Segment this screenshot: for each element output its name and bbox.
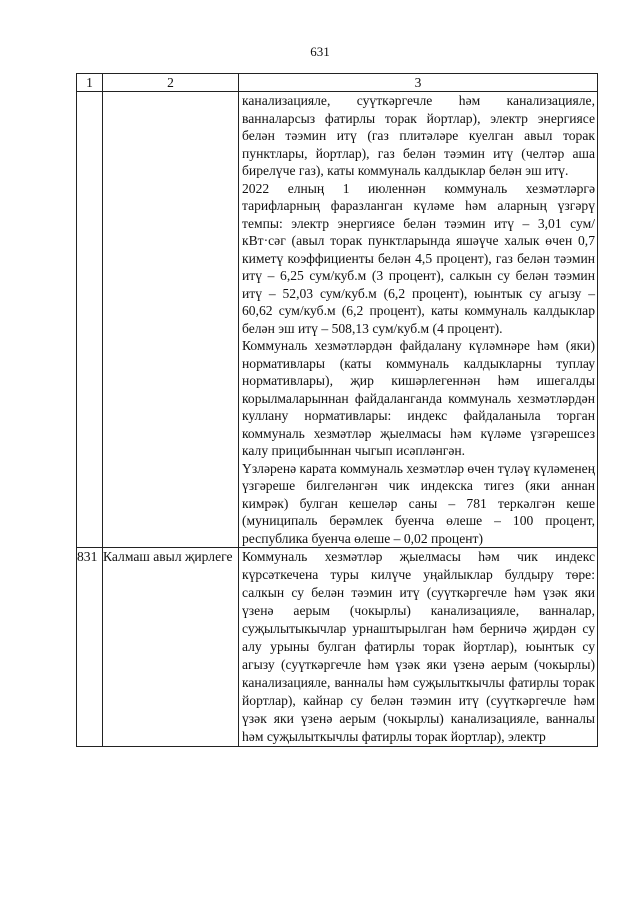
description-paragraph: канализацияле, суүткәргечле һәм канализацияле, ванналарсыз фатирлы торак йортлар), электр энергиясе белән тәэмин итү (газ плитәләре куелган авыл торак пунктлары, йортлар), газ белән тәэмин итү (челтәр аша бирелүче газ), каты коммуналь калдыклар белән эш итү. <box>242 93 595 178</box>
settlement-name: Калмаш авыл җирлеге <box>103 548 239 747</box>
description-paragraph: 2022 елның 1 июленнән коммуналь хезмәтләргә тарифларның фаразланган күләме һәм аларның үзгәрү темпы: электр энергиясе белән тәэмин итү – 3,01 сум/кВт·сәг (авыл торак пунктларында яшәүче халык өчен 0,7 киметү коэффициенты белән 4,5 процент), газ белән тәэмин итү – 6,25 сум/куб.м (3 процент), салкын су белән тәэмин итү – 52,03 сум/куб.м (6,2 процент), юынтык су агызу – 60,62 сум/куб.м (6,2 процент), каты коммуналь калдыклар белән эш итү – 508,13 сум/куб.м (4 процент). <box>242 180 595 336</box>
description-cell <box>239 548 598 747</box>
description-paragraph: Үзләренә карата коммуналь хезмәтләр өчен түләү күләменең үзгәреше билгеләнгән чик индекска тигез (яки аннан кимрәк) булган кешеләр саны – 781 теркәлгән кеше (муниципаль берәмлек буенча өлеше – 100 процент, республика буенча өлеше – 0,02 процент) <box>242 460 595 546</box>
document-table <box>76 73 598 747</box>
row-number: 831 <box>77 548 103 747</box>
page-number: 631 <box>310 44 330 59</box>
header-col-3: 3 <box>239 74 598 92</box>
table-row <box>77 548 598 747</box>
table-header-row <box>77 74 598 92</box>
description-cell <box>239 92 598 548</box>
header-col-1: 1 <box>77 74 103 92</box>
header-col-2: 2 <box>103 74 239 92</box>
description-paragraph: Коммуналь хезмәтләрдән файдалану күләмнәре һәм (яки) нормативлары (каты коммуналь калдыкларны туплау нормативлары), җир кишәрлегеннән һәм ишегалды корылмаларыннан файдаланганда коммуналь хезмәтләрдән куллану нормативлары: индекс файдаланыла торган коммуналь хезмәтләр җыелмасы һәм күләме үзгәрешсез калу прицибыннан чыгып исәпләнгән. <box>242 338 595 458</box>
description-paragraph: Коммуналь хезмәтләр җыелмасы һәм чик индекс күрсәткечена туры килүче уңайлыклар булдыру төре: салкын су белән тәэмин итү (суүткәргечле һәм үзәк яки үзенә аерым (чокырлы) канализацияле, ванналар, суҗылытыкычлар урнаштырылган һәм берничә җирдән су алу урыны булган фатирлы торак йортлар), юынтык су агызу (суүткәргечле һәм үзәк яки үзенә аерым (чокырлы) канализацияле, ванналы һәм суҗылыткычлы фатирлы торак йортлар), кайнар су белән тәэмин итү (суүткәргечле һәм үзәк яки үзенә аерым (чокырлы) канализацияле, ванналы һәм суҗылыткычлы фатирлы торак йортлар), электр <box>242 549 595 744</box>
table-row <box>77 92 598 548</box>
row-number <box>77 92 103 548</box>
settlement-name <box>103 92 239 548</box>
